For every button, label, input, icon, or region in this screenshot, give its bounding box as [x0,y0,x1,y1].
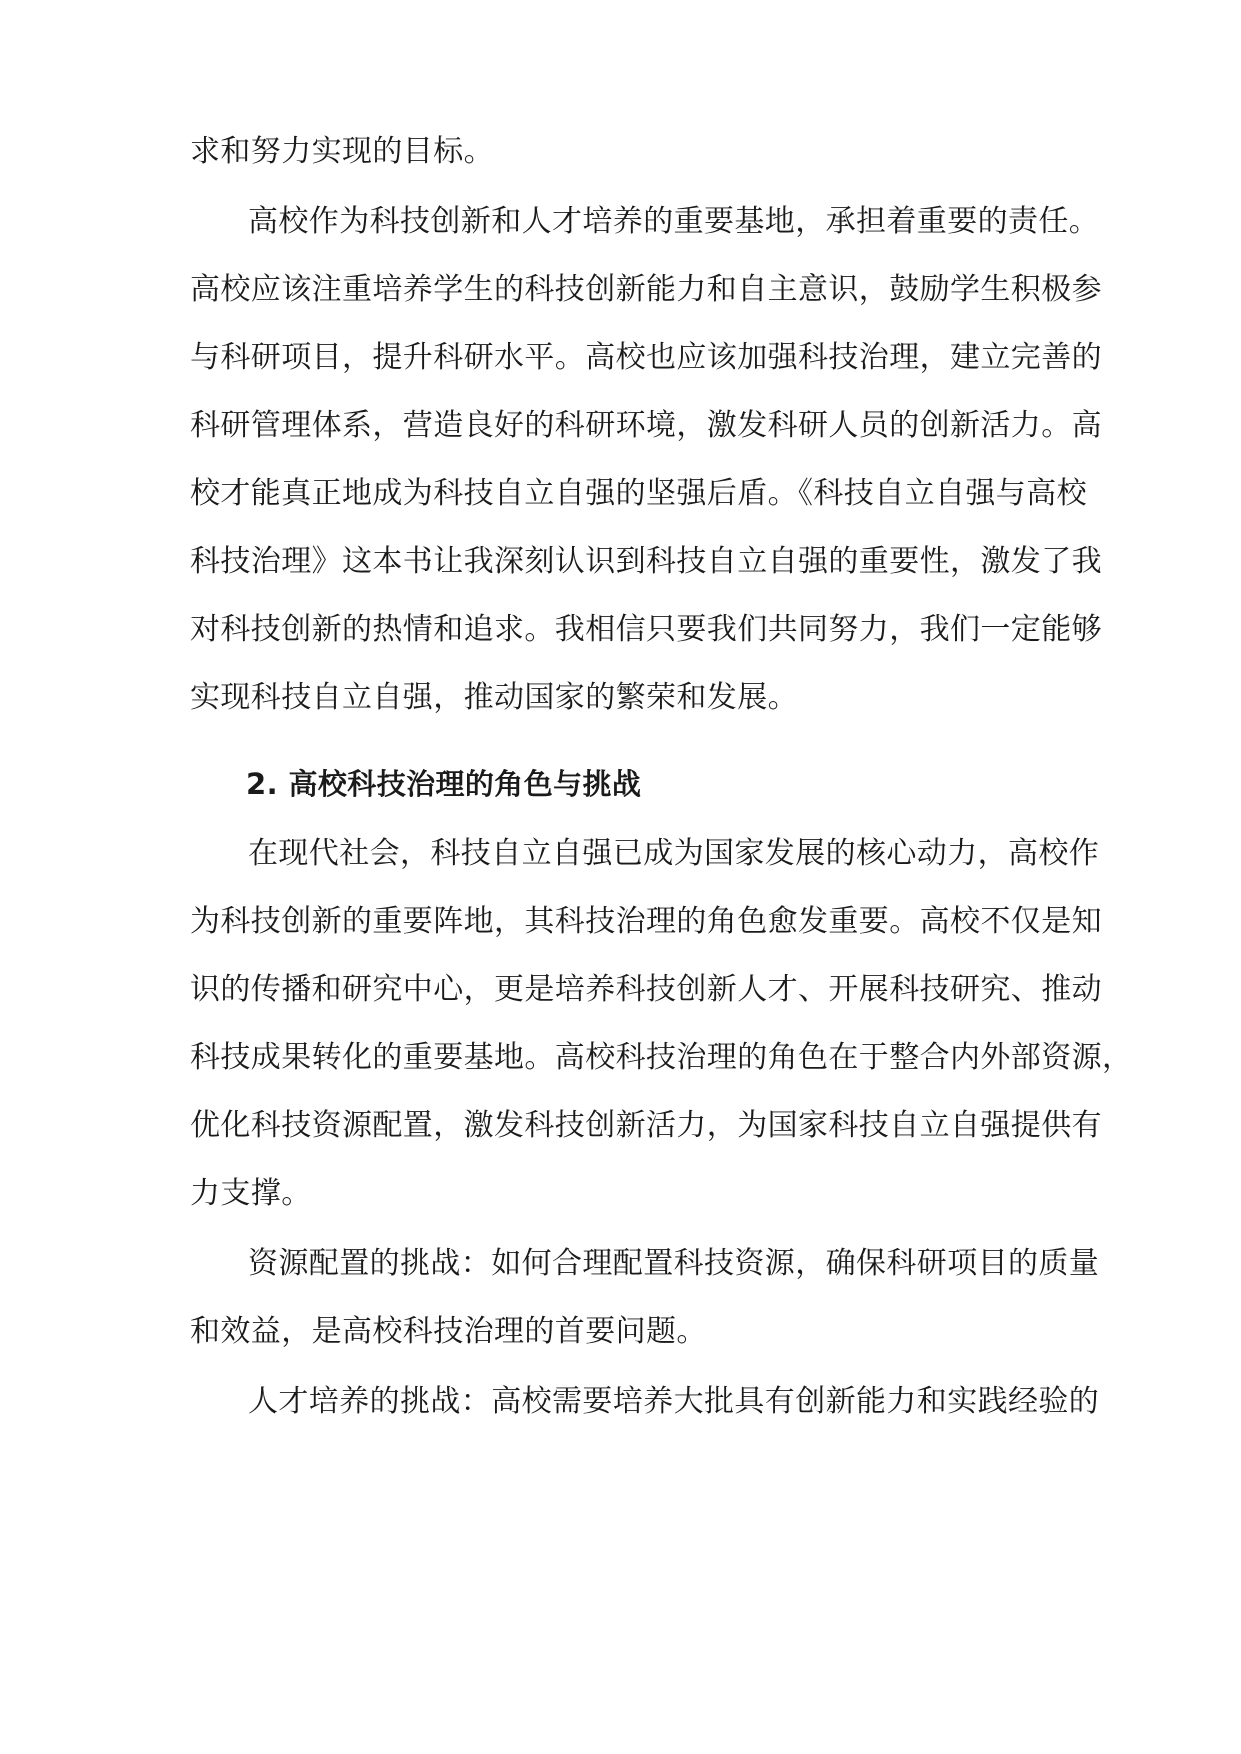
paragraph-2-line-4: 科技成果转化的重要基地。高校科技治理的角色在于整合内外部资源， [190,1040,1133,1075]
intro-tail-line: 求和努力实现的目标。 [190,134,494,169]
paragraph-1-line-5: 校才能真正地成为科技自立自强的坚强后盾。《科技自立自强与高校 [190,476,1087,511]
paragraph-3-line-2: 和效益，是高校科技治理的首要问题。 [190,1314,707,1349]
paragraph-1-line-2: 高校应该注重培养学生的科技创新能力和自主意识，鼓励学生积极参 [190,272,1102,307]
paragraph-1-line-4: 科研管理体系，营造良好的科研环境，激发科研人员的创新活力。高 [190,408,1102,443]
paragraph-2-line-5: 优化科技资源配置，激发科技创新活力，为国家科技自立自强提供有 [190,1108,1102,1143]
paragraph-1-line-3: 与科研项目，提升科研水平。高校也应该加强科技治理，建立完善的 [190,340,1102,375]
paragraph-1-line-8: 实现科技自立自强，推动国家的繁荣和发展。 [190,680,798,715]
paragraph-4-line-1: 人才培养的挑战：高校需要培养大批具有创新能力和实践经验的 [248,1384,1100,1419]
paragraph-2-line-3: 识的传播和研究中心，更是培养科技创新人才、开展科技研究、推动 [190,972,1102,1007]
paragraph-1-line-6: 科技治理》这本书让我深刻认识到科技自立自强的重要性，激发了我 [190,544,1102,579]
paragraph-1-line-1: 高校作为科技创新和人才培养的重要基地，承担着重要的责任。 [248,204,1100,239]
paragraph-1-line-7: 对科技创新的热情和追求。我相信只要我们共同努力，我们一定能够 [190,612,1102,647]
section-heading: 2. 高校科技治理的角色与挑战 [246,767,642,801]
paragraph-2-line-6: 力支撑。 [190,1176,312,1211]
paragraph-2-line-1: 在现代社会，科技自立自强已成为国家发展的核心动力，高校作 [248,836,1100,871]
paragraph-3-line-1: 资源配置的挑战：如何合理配置科技资源，确保科研项目的质量 [248,1246,1100,1281]
paragraph-2-line-2: 为科技创新的重要阵地，其科技治理的角色愈发重要。高校不仅是知 [190,904,1102,939]
